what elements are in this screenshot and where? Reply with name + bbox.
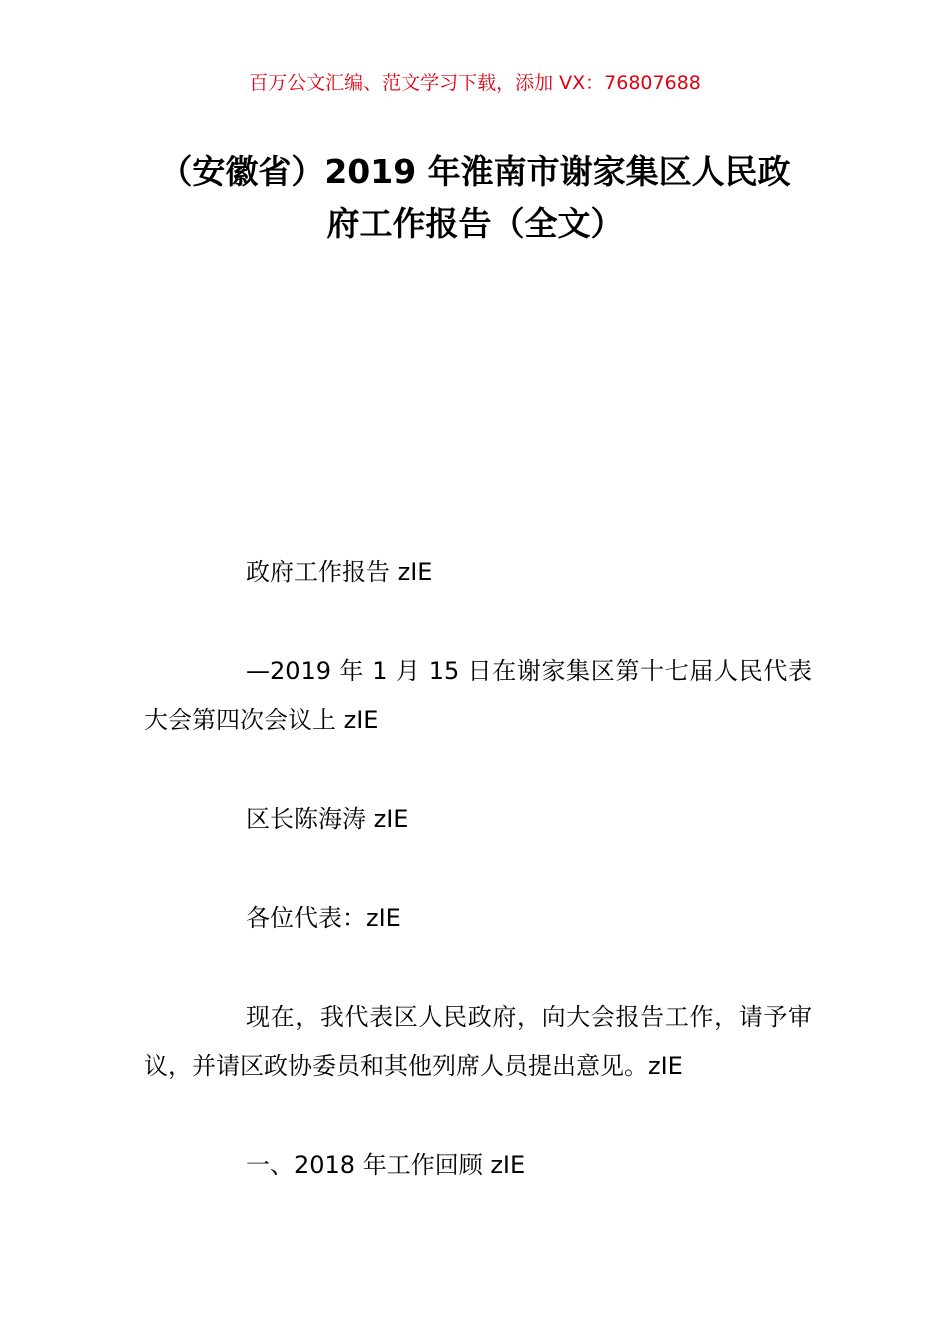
- document-title-line-1: （安徽省）2019 年淮南市谢家集区人民政: [159, 152, 791, 191]
- paragraph-meeting-info: —2019 年 1 月 15 日在谢家集区第十七届人民代表大会第四次会议上 zIE: [144, 657, 812, 734]
- document-title: [120, 146, 830, 250]
- document-title-line-2: 府工作报告（全文）: [326, 204, 624, 243]
- paragraph-salutation: 各位代表：zIE: [246, 904, 401, 932]
- document-body: [144, 548, 812, 1240]
- paragraph-speaker: 区长陈海涛 zIE: [246, 805, 409, 833]
- paragraph-report-heading: 政府工作报告 zIE: [246, 558, 433, 586]
- section-heading-review: 一、2018 年工作回顾 zIE: [246, 1151, 526, 1179]
- paragraph-opening: 现在，我代表区人民政府，向大会报告工作，请予审议，并请区政协委员和其他列席人员提出意见。zIE: [144, 1003, 812, 1080]
- header-watermark-note: 百万公文汇编、范文学习下载，添加 VX：76807688: [249, 72, 701, 94]
